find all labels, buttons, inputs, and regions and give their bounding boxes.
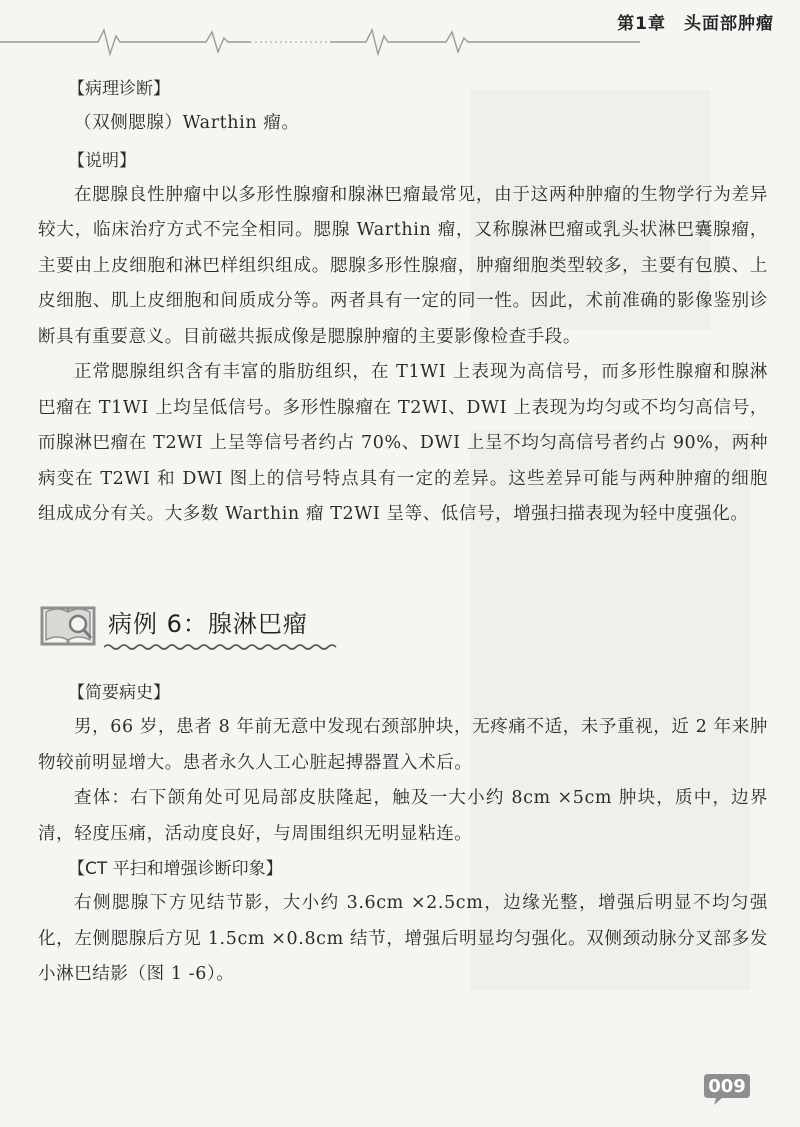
history-heading: 【简要病史】 — [68, 683, 170, 703]
wavy-underline-icon — [104, 642, 338, 652]
note-paragraph-1: 在腮腺良性肿瘤中以多形性腺瘤和腺淋巴瘤最常见，由于这两种肿瘤的生物学行为差异较大，临床治疗方式不完全相同。腮腺 Warthin 瘤，又称腺淋巴瘤或乳头状淋巴囊腺瘤，主要由上皮细胞和淋巴样组织组成。腮腺多形性腺瘤，肿瘤细胞类型较多，主要有包膜、上皮细胞、肌上皮细胞和间质成分等。两者具有一定的同一性。因此，术前准确的影像鉴别诊断具有重要意义。目前磁共振成像是腮腺肿瘤的主要影像检查手段。 — [38, 184, 768, 347]
note-heading: 【说明】 — [68, 150, 136, 171]
case-title: 病例 6：腺淋巴瘤 — [108, 610, 308, 638]
history-paragraph-1: 男，66 岁，患者 8 年前无意中发现右颈部肿块，无疼痛不适，未予重视，近 2 年来肿物较前明显增大。患者永久人工心脏起搏器置入术后。 — [38, 717, 768, 773]
page-number: 009 — [708, 1076, 746, 1097]
case-header — [38, 598, 758, 658]
open-book-magnifier-icon — [38, 598, 98, 650]
ct-paragraph: 右侧腮腺下方见结节影，大小约 3.6cm ×2.5cm，边缘光整，增强后明显不均匀强化，左侧腮腺后方见 1.5cm ×0.8cm 结节，增强后明显均匀强化。双侧颈动脉分叉部多发小淋巴结影（图 1 -6）。 — [38, 893, 768, 984]
history-paragraph-2: 查体：右下颌角处可见局部皮肤隆起，触及一大小约 8cm ×5cm 肿块，质中，边界清，轻度压痛，活动度良好，与周围组织无明显粘连。 — [38, 788, 768, 844]
pathology-text: （双侧腮腺）Warthin 瘤。 — [74, 113, 300, 133]
ct-heading: 【CT 平扫和增强诊断印象】 — [68, 859, 283, 879]
page-number-badge — [702, 1072, 752, 1104]
section-case-history — [38, 676, 768, 993]
section-pathology — [38, 72, 768, 533]
pathology-heading: 【病理诊断】 — [68, 79, 170, 99]
note-paragraph-2: 正常腮腺组织含有丰富的脂肪组织，在 T1WI 上表现为高信号，而多形性腺瘤和腺淋巴瘤在 T1WI 上均呈低信号。多形性腺瘤在 T2WI、DWI 上表现为均匀或不均匀高信号，而腺淋巴瘤在 T2WI 上呈等信号者约占 70%、DWI 上呈不均匀高信号者约占 90%，两种病变在 T2WI 和 DWI 图上的信号特点具有一定的差异。这些差异可能与两种肿瘤的细胞组成成分有关。大多数 Warthin 瘤 T2WI 呈等、低信号，增强扫描表现为轻中度强化。 — [38, 362, 768, 524]
running-header — [0, 0, 800, 46]
chapter-title: 第1章 头面部肿瘤 — [607, 9, 774, 34]
